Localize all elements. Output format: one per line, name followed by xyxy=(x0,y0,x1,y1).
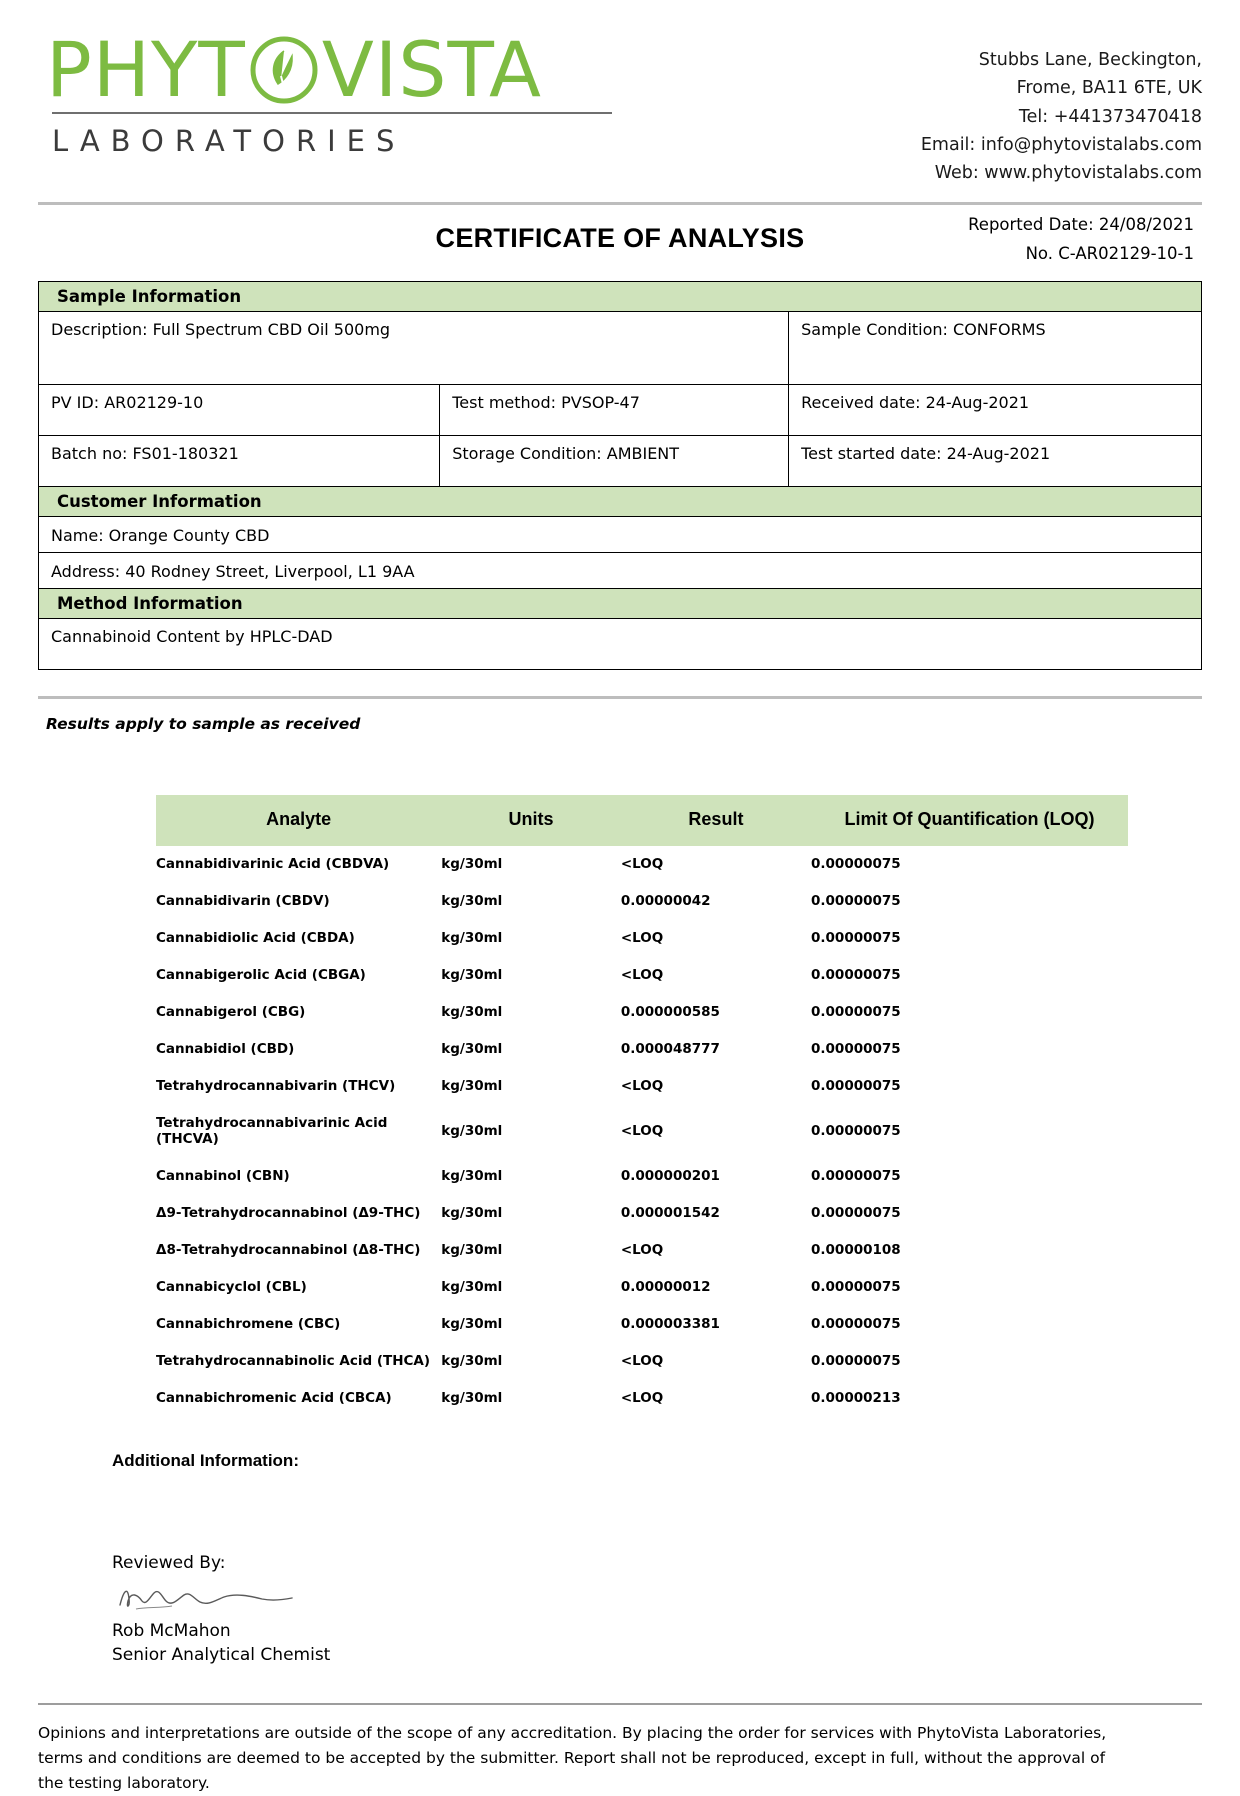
analyte-result: <LOQ xyxy=(620,1123,664,1140)
analyte-name: Cannabidivarin (CBDV) xyxy=(156,893,330,910)
sample-information-heading: Sample Information xyxy=(39,281,1202,311)
table-row xyxy=(39,311,1202,384)
analyte-loq: 0.00000075 xyxy=(811,1205,901,1222)
analyte-name: Cannabidivarinic Acid (CBDVA) xyxy=(156,856,390,873)
title-row xyxy=(38,205,1202,275)
column-header-result: Result xyxy=(621,795,811,846)
analyte-result: 0.000001542 xyxy=(620,1205,720,1222)
analyte-loq: 0.00000108 xyxy=(811,1242,901,1259)
analyte-result: 0.000000585 xyxy=(620,1004,720,1021)
analyte-result: <LOQ xyxy=(620,1078,664,1095)
brand-name-part2: VISTA xyxy=(321,25,542,114)
results-body xyxy=(156,846,1128,1417)
analyte-units: kg/30ml xyxy=(441,1353,503,1370)
results-header-row xyxy=(156,795,1128,846)
column-header-units: Units xyxy=(441,795,621,846)
table-row xyxy=(39,552,1202,588)
analyte-name: Cannabidiolic Acid (CBDA) xyxy=(156,930,355,947)
analyte-units: kg/30ml xyxy=(441,1390,503,1407)
analyte-result: 0.000000201 xyxy=(620,1168,720,1185)
column-header-loq: Limit Of Quantification (LOQ) xyxy=(811,795,1128,846)
brand-wordmark xyxy=(46,25,666,114)
analyte-loq: 0.00000075 xyxy=(811,1316,901,1333)
document-header xyxy=(38,25,1202,188)
analyte-loq: 0.00000075 xyxy=(811,1041,901,1058)
analyte-name: Δ9-Tetrahydrocannabinol (Δ9-THC) xyxy=(156,1205,421,1222)
analyte-units: kg/30ml xyxy=(441,856,503,873)
sample-information-heading-row xyxy=(39,281,1202,311)
table-row xyxy=(39,435,1202,486)
table-row xyxy=(156,1031,1128,1068)
contact-web: Web: www.phytovistalabs.com xyxy=(934,163,1202,184)
analyte-loq: 0.00000075 xyxy=(811,1004,901,1021)
brand-name-part1: PHYT xyxy=(46,25,246,114)
test-method: Test method: PVSOP-47 xyxy=(440,384,789,435)
table-row xyxy=(156,1306,1128,1343)
table-row xyxy=(156,846,1128,883)
signature-image xyxy=(116,1575,346,1619)
analyte-units: kg/30ml xyxy=(441,1004,503,1021)
table-row xyxy=(156,1380,1128,1417)
reviewer-name: Rob McMahon xyxy=(112,1620,231,1641)
report-number: No. C-AR02129-10-1 xyxy=(1025,243,1194,263)
footer-line-3: the testing laboratory. xyxy=(38,1773,210,1792)
analyte-name: Tetrahydrocannabinolic Acid (THCA) xyxy=(156,1353,431,1370)
analyte-units: kg/30ml xyxy=(441,930,503,947)
analyte-loq: 0.00000075 xyxy=(811,893,901,910)
analyte-loq: 0.00000075 xyxy=(811,1168,901,1185)
table-row xyxy=(39,618,1202,669)
analyte-loq: 0.00000075 xyxy=(811,856,901,873)
brand-subtitle: LABORATORIES xyxy=(52,124,406,159)
analyte-units: kg/30ml xyxy=(441,1123,503,1140)
analyte-result: 0.00000012 xyxy=(620,1279,711,1296)
additional-information-label: Additional Information: xyxy=(112,1450,299,1470)
footer-line-1: Opinions and interpretations are outside of the scope of any accreditation. By placing the order for services with PhytoVista Laboratories, xyxy=(38,1723,1107,1742)
analyte-result: <LOQ xyxy=(620,930,664,947)
analyte-loq: 0.00000075 xyxy=(811,930,901,947)
table-row xyxy=(156,957,1128,994)
method-information-heading: Method Information xyxy=(39,588,1202,618)
table-row xyxy=(156,1105,1128,1158)
report-meta xyxy=(968,211,1194,269)
analyte-name: Cannabinol (CBN) xyxy=(156,1168,290,1185)
analyte-units: kg/30ml xyxy=(441,1316,503,1333)
analyte-units: kg/30ml xyxy=(441,967,503,984)
analyte-units: kg/30ml xyxy=(441,1168,503,1185)
contact-address-line1: Stubbs Lane, Beckington, xyxy=(978,50,1202,70)
footer-disclaimer xyxy=(38,1705,1202,1796)
analyte-loq: 0.00000075 xyxy=(811,1078,901,1095)
signature-block xyxy=(38,1553,1202,1665)
reviewer-role: Senior Analytical Chemist xyxy=(112,1644,331,1665)
customer-information-heading: Customer Information xyxy=(39,486,1202,516)
sample-description: Description: Full Spectrum CBD Oil 500mg xyxy=(39,311,789,384)
analyte-result: <LOQ xyxy=(620,1242,664,1259)
analyte-name: Δ8-Tetrahydrocannabinol (Δ8-THC) xyxy=(156,1242,421,1259)
table-row xyxy=(156,1068,1128,1105)
reported-date: Reported Date: 24/08/2021 xyxy=(968,214,1194,234)
analyte-units: kg/30ml xyxy=(441,1041,503,1058)
analyte-name: Tetrahydrocannabivarin (THCV) xyxy=(156,1078,396,1095)
analyte-result: <LOQ xyxy=(620,1353,664,1370)
batch-no: Batch no: FS01-180321 xyxy=(39,435,440,486)
analyte-name: Cannabidiol (CBD) xyxy=(156,1041,295,1058)
analyte-units: kg/30ml xyxy=(441,893,503,910)
sample-information-table xyxy=(38,281,1202,670)
lab-contact-block xyxy=(921,34,1202,188)
table-row xyxy=(156,994,1128,1031)
results-table-wrapper xyxy=(38,795,1202,1417)
sample-condition: Sample Condition: CONFORMS xyxy=(789,311,1202,384)
reviewed-by-label: Reviewed By: xyxy=(112,1552,226,1573)
customer-address: Address: 40 Rodney Street, Liverpool, L1 9AA xyxy=(39,552,1202,588)
table-row xyxy=(156,1232,1128,1269)
table-row xyxy=(156,920,1128,957)
results-table xyxy=(156,795,1128,1417)
analyte-name: Cannabicyclol (CBL) xyxy=(156,1279,307,1296)
received-date: Received date: 24-Aug-2021 xyxy=(789,384,1202,435)
analyte-name: Cannabigerolic Acid (CBGA) xyxy=(156,967,366,984)
analyte-result: 0.00000042 xyxy=(620,893,711,910)
table-row xyxy=(39,384,1202,435)
analyte-result: 0.000048777 xyxy=(620,1041,720,1058)
customer-information-heading-row xyxy=(39,486,1202,516)
analyte-units: kg/30ml xyxy=(441,1078,503,1095)
customer-name: Name: Orange County CBD xyxy=(39,516,1202,552)
method-information-heading-row xyxy=(39,588,1202,618)
analyte-name: Cannabichromenic Acid (CBCA) xyxy=(156,1390,392,1407)
analyte-result: 0.000003381 xyxy=(620,1316,720,1333)
analyte-name: Cannabichromene (CBC) xyxy=(156,1316,341,1333)
footer-line-2: terms and conditions are deemed to be accepted by the submitter. Report shall not be reproduced, except in full, without the approval of xyxy=(38,1748,1106,1767)
results-note: Results apply to sample as received xyxy=(46,714,361,733)
pv-id: PV ID: AR02129-10 xyxy=(39,384,440,435)
leaf-in-circle-icon xyxy=(248,34,320,106)
contact-email: Email: info@phytovistalabs.com xyxy=(920,135,1202,156)
content-divider xyxy=(38,696,1202,699)
table-row xyxy=(156,1269,1128,1306)
brand-logo xyxy=(38,25,666,159)
method-description: Cannabinoid Content by HPLC-DAD xyxy=(39,618,1202,669)
analyte-loq: 0.00000075 xyxy=(811,1279,901,1296)
analyte-loq: 0.00000075 xyxy=(811,967,901,984)
analyte-loq: 0.00000075 xyxy=(811,1353,901,1370)
table-row xyxy=(156,1343,1128,1380)
contact-tel: Tel: +441373470418 xyxy=(1018,106,1202,127)
analyte-units: kg/30ml xyxy=(441,1279,503,1296)
analyte-loq: 0.00000075 xyxy=(811,1123,901,1140)
table-row xyxy=(156,883,1128,920)
analyte-result: <LOQ xyxy=(620,856,664,873)
analyte-result: <LOQ xyxy=(620,1390,664,1407)
table-row xyxy=(156,1158,1128,1195)
storage-condition: Storage Condition: AMBIENT xyxy=(440,435,789,486)
table-row xyxy=(156,1195,1128,1232)
analyte-name: Cannabigerol (CBG) xyxy=(156,1004,306,1021)
analyte-loq: 0.00000213 xyxy=(811,1390,901,1407)
table-row xyxy=(39,516,1202,552)
page-title: CERTIFICATE OF ANALYSIS xyxy=(435,222,805,253)
analyte-name: Tetrahydrocannabivarinic Acid (THCVA) xyxy=(156,1115,388,1148)
analyte-result: <LOQ xyxy=(620,967,664,984)
analyte-units: kg/30ml xyxy=(441,1242,503,1259)
column-header-analyte: Analyte xyxy=(156,795,441,846)
test-started-date: Test started date: 24-Aug-2021 xyxy=(789,435,1202,486)
analyte-units: kg/30ml xyxy=(441,1205,503,1222)
contact-address-line2: Frome, BA11 6TE, UK xyxy=(1016,78,1202,99)
